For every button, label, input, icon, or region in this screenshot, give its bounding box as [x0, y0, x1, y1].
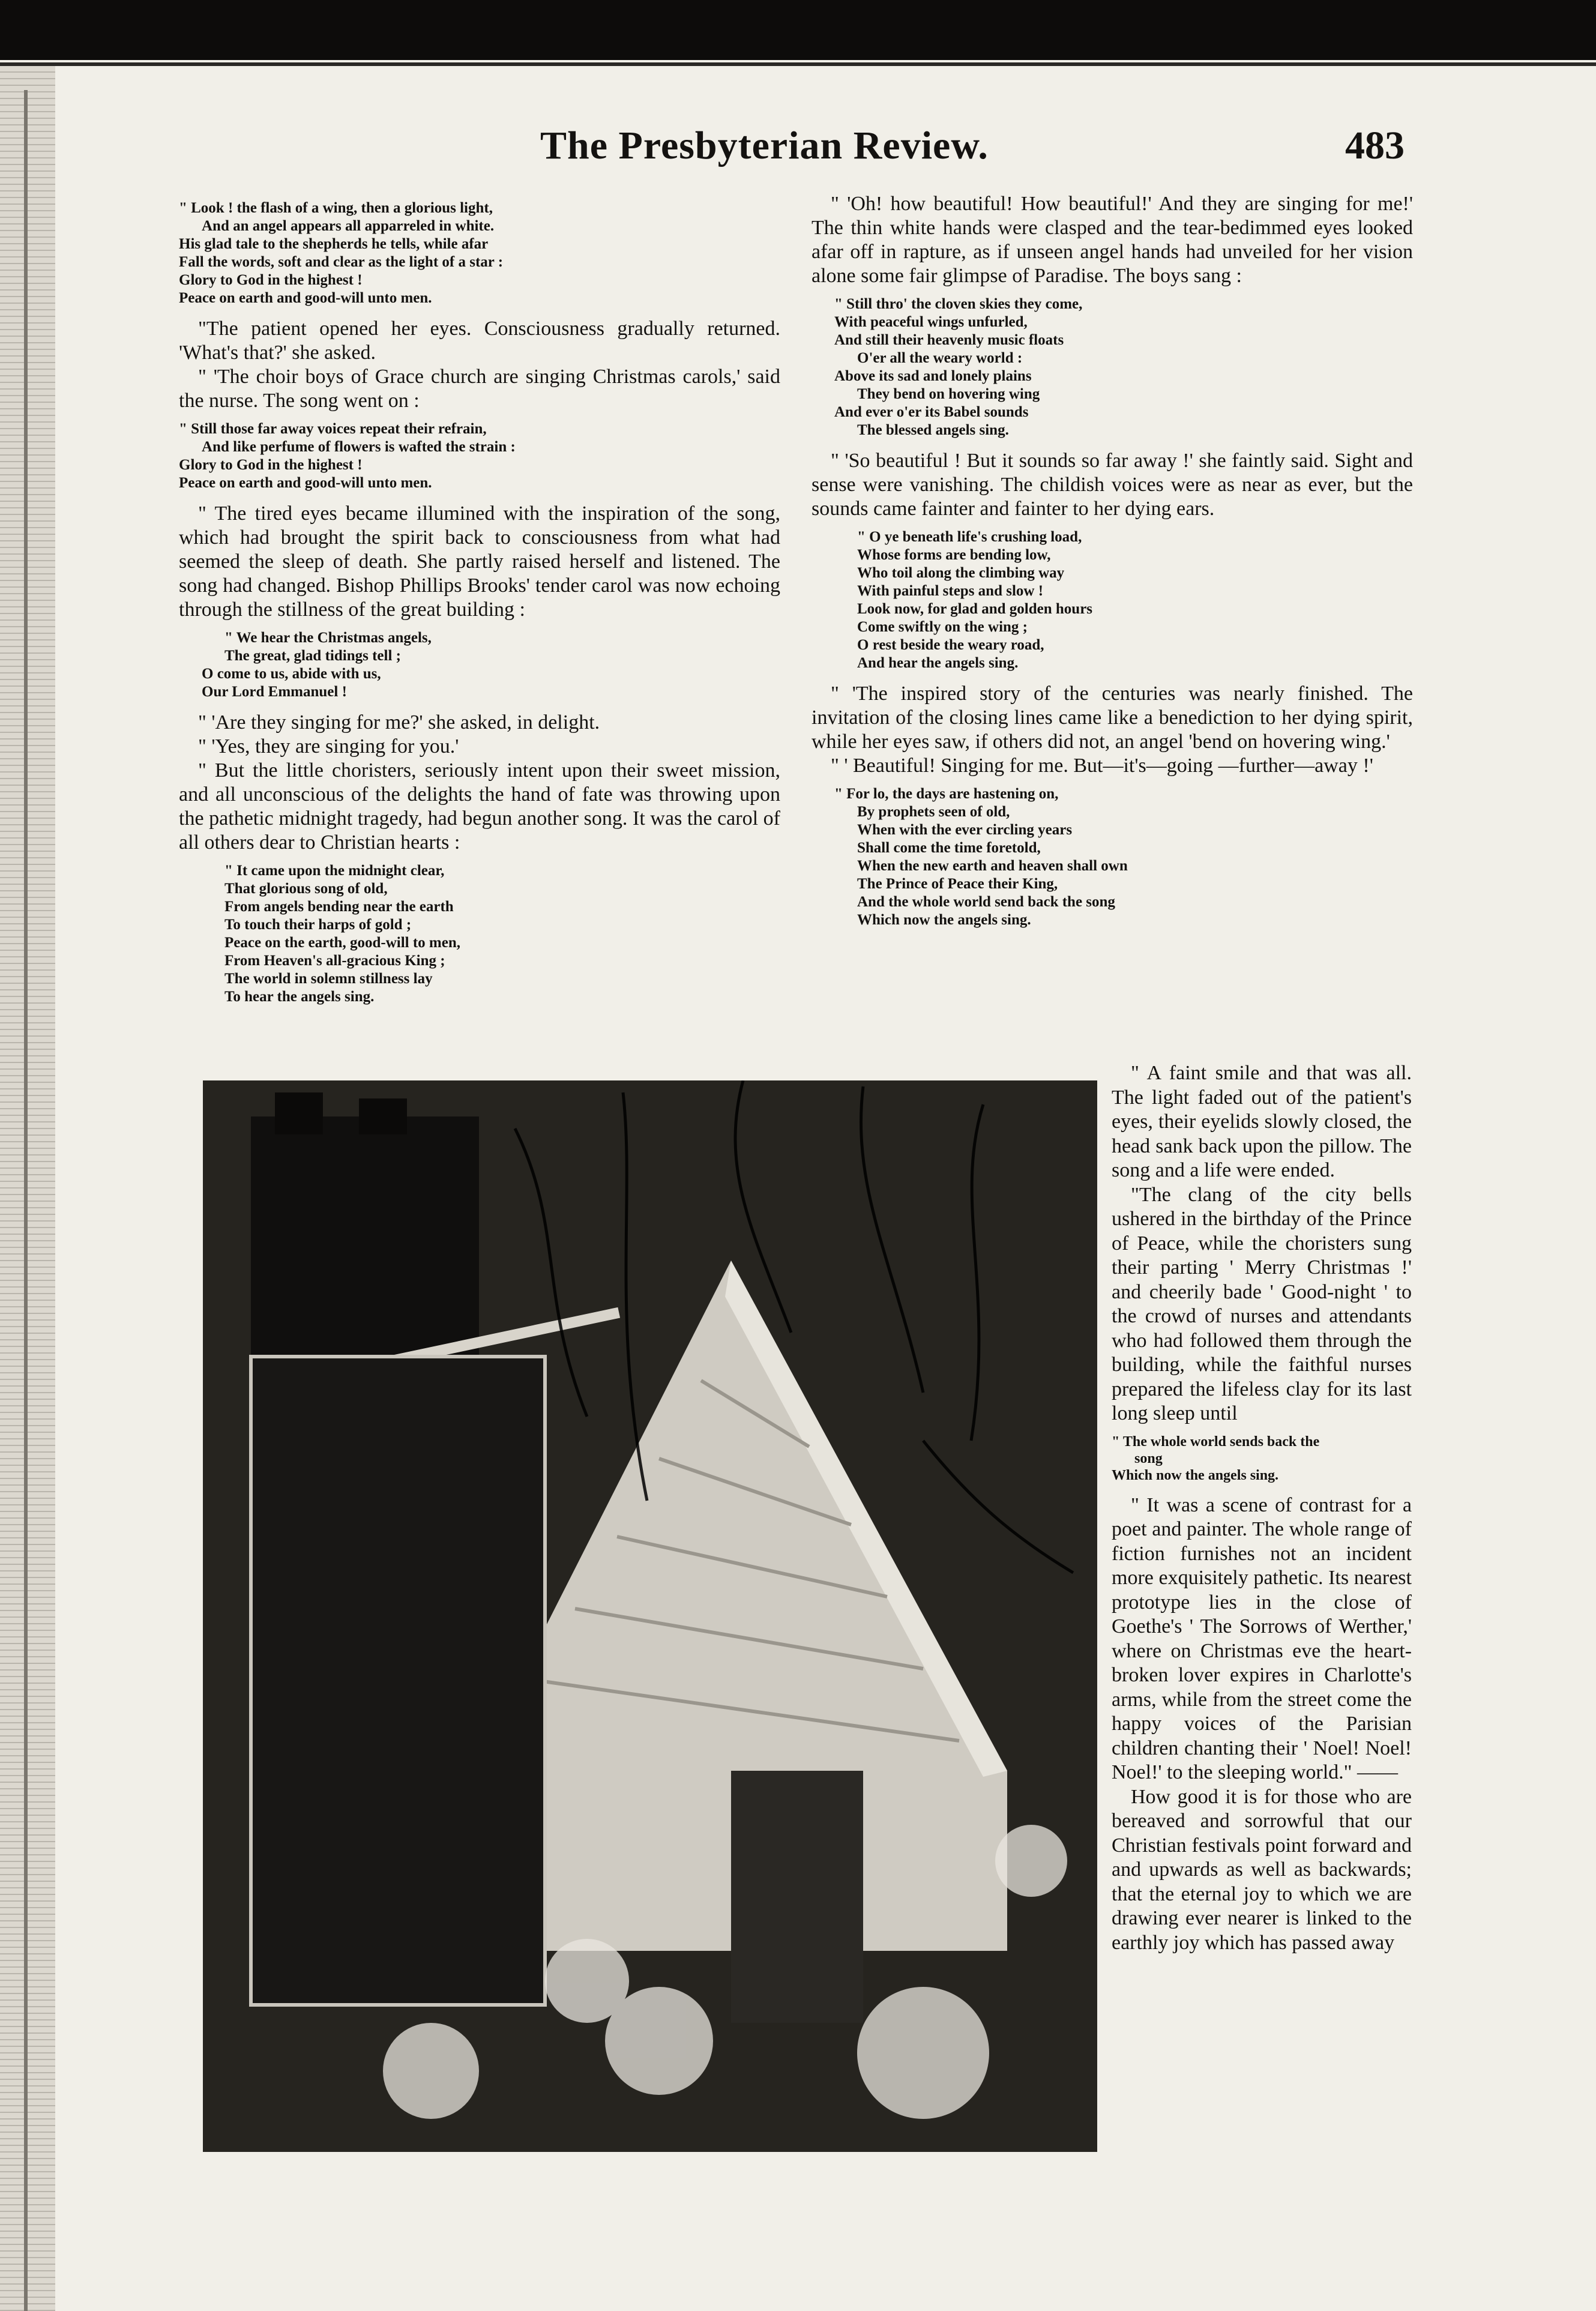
verse-line: Whose forms are bending low, [857, 547, 1051, 563]
verse-line: " Still those far away voices repeat their refrain, [179, 421, 487, 437]
verse-line: And still their heavenly music floats [834, 332, 1064, 348]
verse-line: Look now, for glad and golden hours [857, 601, 1093, 617]
verse-block [812, 295, 1413, 439]
verse-line: The blessed angels sing. [857, 422, 1009, 438]
verse-line: " The whole world sends back the [1112, 1433, 1320, 1450]
verse-line: And ever o'er its Babel sounds [834, 404, 1029, 420]
paragraph: " But the little choristers, seriously intent upon their sweet mission, and all unconscious of the delights the hand of fate was throwing upon the pathetic midnight tragedy, had begun another song. It was the carol of all others dear to Christian hearts : [179, 759, 780, 854]
paragraph: " A faint smile and that was all. The light faded out of the patient's eyes, their eyelids slowly closed, the head sank back upon the pillow. The song and a life were ended. [1112, 1062, 1412, 1181]
page-header [180, 123, 1405, 177]
verse-line: Glory to God in the highest ! [179, 272, 363, 288]
verse-line: Shall come the time foretold, [857, 840, 1041, 856]
verse-line: With painful steps and slow ! [857, 583, 1044, 599]
paragraph: How good it is for those who are bereaved and sorrowful that our Christian festivals point forward and and upwards as well as backwards; that the eternal joy to which we are drawing ever nearer is linked to the earthly joy which has passed away [1112, 1785, 1412, 1954]
left-column [179, 192, 780, 1016]
verse-line: Peace on the earth, good-will to men, [224, 935, 460, 951]
paragraph: " 'Are they singing for me?' she asked, in delight. [198, 711, 600, 734]
verse-line: That glorious song of old, [224, 881, 388, 897]
verse-line: " It came upon the midnight clear, [224, 863, 445, 879]
verse-line: " For lo, the days are hastening on, [834, 786, 1059, 802]
winter-churchyard-illustration-icon [203, 1080, 1097, 2152]
verse-line: The great, glad tidings tell ; [224, 648, 401, 664]
verse-line: Glory to God in the highest ! [179, 457, 363, 473]
verse-line: Which now the angels sing. [1112, 1467, 1279, 1483]
page-number: 483 [1345, 124, 1405, 167]
paragraph: " 'The inspired story of the centuries was nearly finished. The invitation of the closing lines came like a benediction to her dying spirit, while her eyes saw, if others did not, an angel 'bend on hovering wing.' [812, 682, 1413, 753]
paragraph: " 'The choir boys of Grace church are singing Christmas carols,' said the nurse. The song went on : [179, 366, 780, 412]
verse-block [179, 420, 780, 492]
verse-line: " O ye beneath life's crushing load, [857, 529, 1082, 545]
verse-block [1112, 1433, 1412, 1484]
verse-block [179, 862, 780, 1006]
verse-line: Above its sad and lonely plains [834, 368, 1032, 384]
paragraph: " 'Oh! how beautiful! How beautiful!' And they are singing for me!' The thin white hands were clasped and the tear-bedimmed eyes looked afar off in rapture, as if unseen angel hands had unveiled for her vision alone some fair glimpse of Paradise. The boys sang : [812, 193, 1413, 287]
verse-line: Fall the words, soft and clear as the light of a star : [179, 254, 504, 270]
verse-block [812, 528, 1413, 672]
verse-line: And the whole world send back the song [857, 894, 1115, 910]
verse-block [179, 629, 780, 701]
journal-title: The Presbyterian Review. [540, 124, 989, 167]
verse-line: They bend on hovering wing [857, 386, 1040, 402]
verse-line: Who toil along the climbing way [857, 565, 1065, 581]
scan-top-rule [0, 62, 1596, 66]
verse-line: And like perfume of flowers is wafted the strain : [202, 439, 516, 455]
verse-line: " Still thro' the cloven skies they come, [834, 296, 1083, 312]
verse-line: " Look ! the flash of a wing, then a glorious light, [179, 200, 493, 216]
churchyard-illustration [203, 1080, 1097, 2152]
verse-line: O rest beside the weary road, [857, 637, 1044, 653]
paragraph: " The tired eyes became illumined with the inspiration of the song, which had brought the spirit back to consciousness from what had seemed the sleep of death. She partly raised herself and listened. The song had changed. Bishop Phillips Brooks' tender carol was now echoing through the stillness of the great building : [179, 502, 780, 621]
paragraph: " 'Yes, they are singing for you.' [198, 735, 459, 758]
scan-spine-line [24, 90, 28, 2311]
verse-line: Peace on earth and good-will unto men. [179, 475, 432, 491]
verse-line: Which now the angels sing. [857, 912, 1031, 928]
narrow-column [1112, 1061, 1412, 1955]
verse-line: O come to us, abide with us, [202, 666, 381, 682]
paragraph: " It was a scene of contrast for a poet and painter. The whole range of fiction furnishes not an incident more exquisitely pathetic. Its nearest prototype lies in the close of Goethe's ' The Sorrows of Werther,' where on Christmas eve the heart-broken lover expires in Charlotte's arms, while from the street come the happy voices of the Parisian children chanting their ' Noel! Noel! Noel!' to the sleeping world." —— [1112, 1493, 1412, 1783]
verse-line: The world in solemn stillness lay [224, 971, 433, 987]
scan-top-band [0, 0, 1596, 60]
verse-block [179, 199, 780, 307]
verse-line: From Heaven's all-gracious King ; [224, 953, 445, 969]
verse-line: When the new earth and heaven shall own [857, 858, 1128, 874]
scan-binding-edge [0, 66, 55, 2311]
verse-line: song [1134, 1450, 1163, 1466]
verse-line: And an angel appears all apparreled in white. [202, 218, 495, 234]
right-column [812, 192, 1413, 939]
verse-line: His glad tale to the shepherds he tells, while afar [179, 236, 489, 252]
verse-line: " We hear the Christmas angels, [224, 630, 432, 646]
verse-line: Peace on earth and good-will unto men. [179, 290, 432, 306]
paragraph: "The clang of the city bells ushered in the birthday of the Prince of Peace, while the choristers sung their parting ' Merry Christmas !' and cheerily bade ' Good-night ' to the crowd of nurses and attendants who had followed them through the building, while the faithful nurses prepared the lifeless clay for its last long sleep until [1112, 1183, 1412, 1424]
verse-line: By prophets seen of old, [857, 804, 1010, 820]
verse-line: Come swiftly on the wing ; [857, 619, 1028, 635]
paragraph: " ' Beautiful! Singing for me. But—it's—going —further—away !' [831, 755, 1373, 777]
paragraph: "The patient opened her eyes. Consciousness gradually returned. 'What's that?' she asked. [179, 318, 780, 364]
verse-line: And hear the angels sing. [857, 655, 1019, 671]
verse-line: From angels bending near the earth [224, 899, 454, 915]
verse-line: When with the ever circling years [857, 822, 1073, 838]
verse-line: To touch their harps of gold ; [224, 917, 412, 933]
verse-block [812, 785, 1413, 929]
verse-line: To hear the angels sing. [224, 989, 375, 1005]
verse-line: With peaceful wings unfurled, [834, 314, 1028, 330]
verse-line: Our Lord Emmanuel ! [202, 684, 347, 700]
verse-line: The Prince of Peace their King, [857, 876, 1058, 892]
verse-line: O'er all the weary world : [857, 350, 1023, 366]
paragraph: " 'So beautiful ! But it sounds so far away !' she faintly said. Sight and sense were vanishing. The childish voices were as near as ever, but the sounds came fainter and fainter to her dying ears. [812, 450, 1413, 520]
